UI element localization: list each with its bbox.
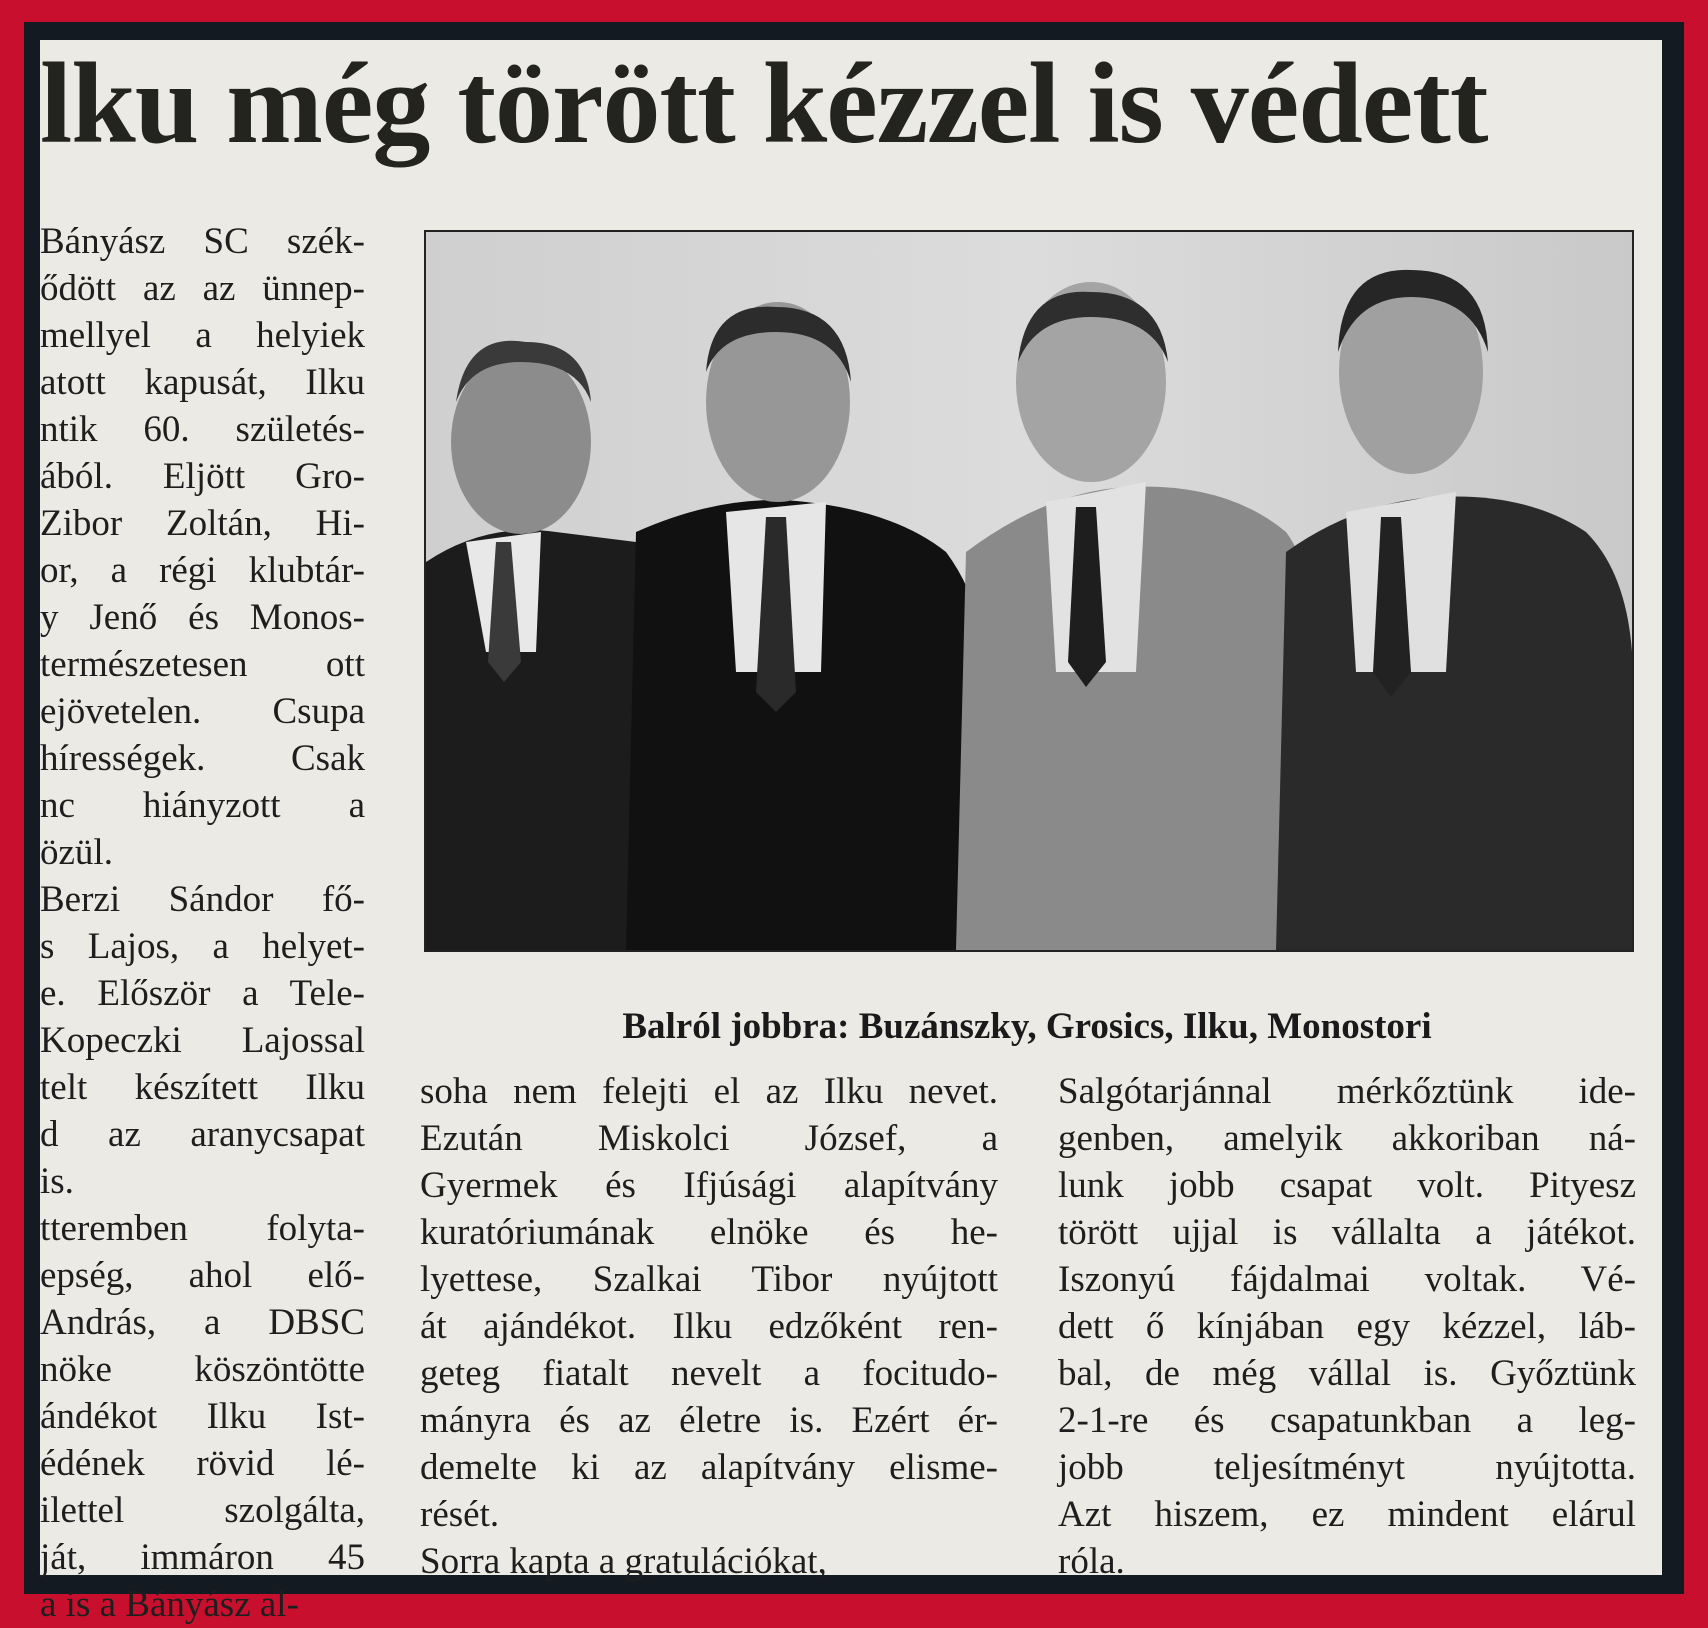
text-line: kuratóriumának elnöke és he- bbox=[420, 1212, 998, 1253]
text-line: ándékot Ilku Ist- bbox=[40, 1396, 365, 1437]
text-line: d az aranycsapat bbox=[40, 1114, 365, 1155]
text-line: tteremben folyta- bbox=[40, 1208, 365, 1249]
text-line: lyettese, Szalkai Tibor nyújtott bbox=[420, 1259, 998, 1300]
text-line: Zibor Zoltán, Hi- bbox=[40, 503, 365, 544]
text-line: ejövetelen. Csupa bbox=[40, 691, 365, 732]
text-line: mányra és az életre is. Ezért ér- bbox=[420, 1400, 998, 1441]
text-line: geteg fiatalt nevelt a focitudo- bbox=[420, 1353, 998, 1394]
text-line: hírességek. Csak bbox=[40, 738, 365, 779]
text-line: Kopeczki Lajossal bbox=[40, 1020, 365, 1061]
text-line: édének rövid lé- bbox=[40, 1443, 365, 1484]
text-line: soha nem felejti el az Ilku nevet. bbox=[420, 1071, 998, 1112]
text-line: róla. bbox=[1058, 1541, 1125, 1582]
text-line: e. Először a Tele- bbox=[40, 973, 365, 1014]
text-line: is. bbox=[40, 1161, 74, 1202]
text-line: Gyermek és Ifjúsági alapítvány bbox=[420, 1165, 998, 1206]
text-line: epség, ahol elő- bbox=[40, 1255, 365, 1296]
text-line: nöke köszöntötte bbox=[40, 1349, 365, 1390]
text-line: természetesen ott bbox=[40, 644, 365, 685]
text-line: mellyel a helyiek bbox=[40, 315, 365, 356]
group-photo bbox=[424, 230, 1634, 952]
headline: lku még törött kézzel is védett bbox=[40, 40, 1488, 168]
text-line: özül. bbox=[40, 832, 113, 873]
newspaper-clipping bbox=[40, 40, 1662, 1625]
text-line: ntik 60. születés- bbox=[40, 409, 365, 450]
text-line: jobb teljesítményt nyújtotta. bbox=[1058, 1447, 1636, 1488]
text-line: Bányász SC szék- bbox=[40, 221, 365, 262]
column-right bbox=[1058, 1068, 1636, 1585]
text-line: y Jenő és Monos- bbox=[40, 597, 365, 638]
text-line: s Lajos, a helyet- bbox=[40, 926, 365, 967]
text-line: ából. Eljött Gro- bbox=[40, 456, 365, 497]
text-line: lunk jobb csapat volt. Pityesz bbox=[1058, 1165, 1636, 1206]
text-line: 2-1-re és csapatunkban a leg- bbox=[1058, 1400, 1636, 1441]
text-line: Iszonyú fájdalmai voltak. Vé- bbox=[1058, 1259, 1636, 1300]
column-left bbox=[40, 218, 365, 1628]
column-middle bbox=[420, 1068, 998, 1585]
text-line: rését. bbox=[420, 1494, 500, 1535]
photo-image bbox=[426, 232, 1632, 950]
text-line: át ajándékot. Ilku edzőként ren- bbox=[420, 1306, 998, 1347]
text-line: atott kapusát, Ilku bbox=[40, 362, 365, 403]
text-line: Azt hiszem, ez mindent elárul bbox=[1058, 1494, 1636, 1535]
text-line: Berzi Sándor fő- bbox=[40, 879, 365, 920]
text-line: András, a DBSC bbox=[40, 1302, 365, 1343]
text-line: or, a régi klubtár- bbox=[40, 550, 365, 591]
text-line: a is a Bányász al- bbox=[40, 1584, 299, 1625]
text-line: ődött az az ünnep- bbox=[40, 268, 365, 309]
text-line: ját, immáron 45 bbox=[40, 1537, 365, 1578]
text-line: Ezután Miskolci József, a bbox=[420, 1118, 998, 1159]
text-line: telt készített Ilku bbox=[40, 1067, 365, 1108]
text-line: Salgótarjánnal mérkőztünk ide- bbox=[1058, 1071, 1636, 1112]
text-line: dett ő kínjában egy kézzel, láb- bbox=[1058, 1306, 1636, 1347]
text-line: demelte ki az alapítvány elisme- bbox=[420, 1447, 998, 1488]
text-line: nc hiányzott a bbox=[40, 785, 365, 826]
photo-caption: Balról jobbra: Buzánszky, Grosics, Ilku, Monostori bbox=[622, 1006, 1432, 1047]
text-line: genben, amelyik akkoriban ná- bbox=[1058, 1118, 1636, 1159]
text-line: Sorra kapta a gratulációkat, bbox=[420, 1541, 827, 1582]
text-line: ilettel szolgálta, bbox=[40, 1490, 365, 1531]
text-line: törött ujjal is vállalta a játékot. bbox=[1058, 1212, 1636, 1253]
text-line: bal, de még vállal is. Győztünk bbox=[1058, 1353, 1636, 1394]
